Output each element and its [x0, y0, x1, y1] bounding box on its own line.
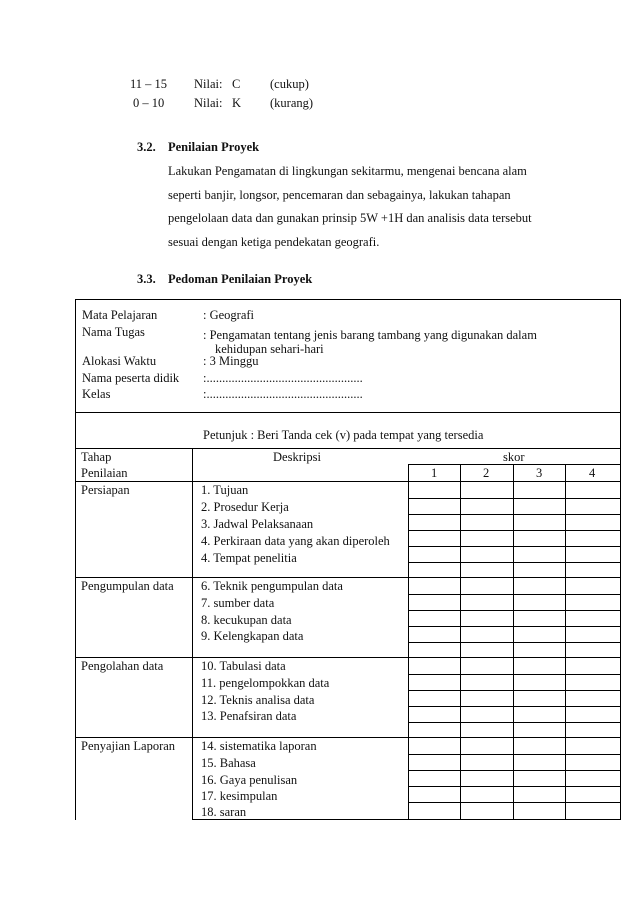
desc-item: 18. saran	[201, 805, 247, 819]
section-title: Penilaian Proyek	[168, 140, 260, 154]
desc-item: 12. Teknis analisa data	[201, 693, 315, 707]
tugas-value: : Pengamatan tentang jenis barang tambang yang digunakan dalam	[203, 328, 537, 342]
peserta-label: Nama peserta didik	[82, 371, 180, 385]
desc-item: 11. pengelompokkan data	[201, 676, 330, 690]
desc-item: 1. Tujuan	[201, 483, 249, 497]
desc-item: 3. Jadwal Pelaksanaan	[201, 517, 314, 531]
header-tahap-cont: Penilaian	[81, 466, 128, 480]
kelas-label: Kelas	[82, 387, 111, 401]
paragraph-line: seperti banjir, longsor, pencemaran dan sebagainya, lakukan tahapan	[168, 187, 511, 202]
petunjuk-text: Petunjuk : Beri Tanda cek (v) pada tempat yang tersedia	[203, 428, 484, 442]
desc-item: 13. Penafsiran data	[201, 709, 297, 723]
grade-letter: K	[232, 96, 242, 110]
kelas-value: :..................................................	[203, 387, 363, 401]
desc-item: 4. Tempat penelitia	[201, 551, 297, 565]
desc-item: 16. Gaya penulisan	[201, 773, 298, 787]
skor-col-1: 1	[431, 466, 438, 480]
desc-item: 10. Tabulasi data	[201, 659, 286, 673]
tahap-penyajian: Penyajian Laporan	[81, 739, 176, 753]
paragraph-line: pengelolaan data dan gunakan prinsip 5W +1H dan analisis data tersebut	[168, 211, 532, 225]
paragraph-line: sesuai dengan ketiga pendekatan geografi.	[168, 234, 380, 249]
tahap-pengumpulan: Pengumpulan data	[81, 579, 174, 593]
grade-desc: (cukup)	[270, 77, 309, 91]
desc-item: 15. Bahasa	[201, 756, 256, 770]
header-deskripsi: Deskripsi	[273, 450, 321, 464]
grade-range: 0 – 10	[133, 96, 165, 110]
tahap-persiapan: Persiapan	[81, 483, 130, 497]
desc-item: 6. Teknik pengumpulan data	[201, 579, 343, 593]
section-number: 3.2.	[137, 140, 156, 154]
skor-col-4: 4	[589, 466, 596, 480]
mapel-value: : Geografi	[203, 308, 255, 322]
grade-label: Nilai:	[194, 77, 223, 91]
info-box	[75, 299, 621, 449]
paragraph-line: Lakukan Pengamatan di lingkungan sekitarmu, mengenai bencana alam	[168, 164, 527, 178]
tugas-value-cont: kehidupan sehari-hari	[215, 342, 324, 356]
desc-item: 17. kesimpulan	[201, 789, 278, 803]
grade-desc: (kurang)	[270, 96, 314, 110]
section-title: Pedoman Penilaian Proyek	[168, 272, 313, 286]
desc-item: 14. sistematika laporan	[201, 739, 317, 753]
grade-label: Nilai:	[194, 96, 223, 110]
desc-item: 8. kecukupan data	[201, 613, 292, 627]
section-number: 3.3.	[137, 272, 156, 286]
peserta-value: :..................................................	[203, 371, 363, 385]
header-tahap: Tahap	[81, 450, 112, 464]
skor-col-3: 3	[536, 466, 543, 480]
section-paragraph	[168, 160, 568, 254]
desc-item: 4. Perkiraan data yang akan diperoleh	[201, 534, 390, 548]
desc-item: 9. Kelengkapan data	[201, 629, 304, 643]
grade-range: 11 – 15	[130, 77, 168, 91]
desc-item: 2. Prosedur Kerja	[201, 500, 289, 514]
desc-item: 7. sumber data	[201, 596, 275, 610]
grade-letter: C	[232, 77, 241, 91]
mapel-label: Mata Pelajaran	[82, 308, 158, 322]
waktu-value: : 3 Minggu	[203, 354, 259, 368]
waktu-label: Alokasi Waktu	[82, 354, 157, 368]
assessment-table	[75, 448, 621, 820]
header-skor: skor	[503, 450, 525, 464]
tugas-label: Nama Tugas	[82, 325, 145, 339]
skor-col-2: 2	[483, 466, 490, 480]
tahap-pengolahan: Pengolahan data	[81, 659, 164, 673]
